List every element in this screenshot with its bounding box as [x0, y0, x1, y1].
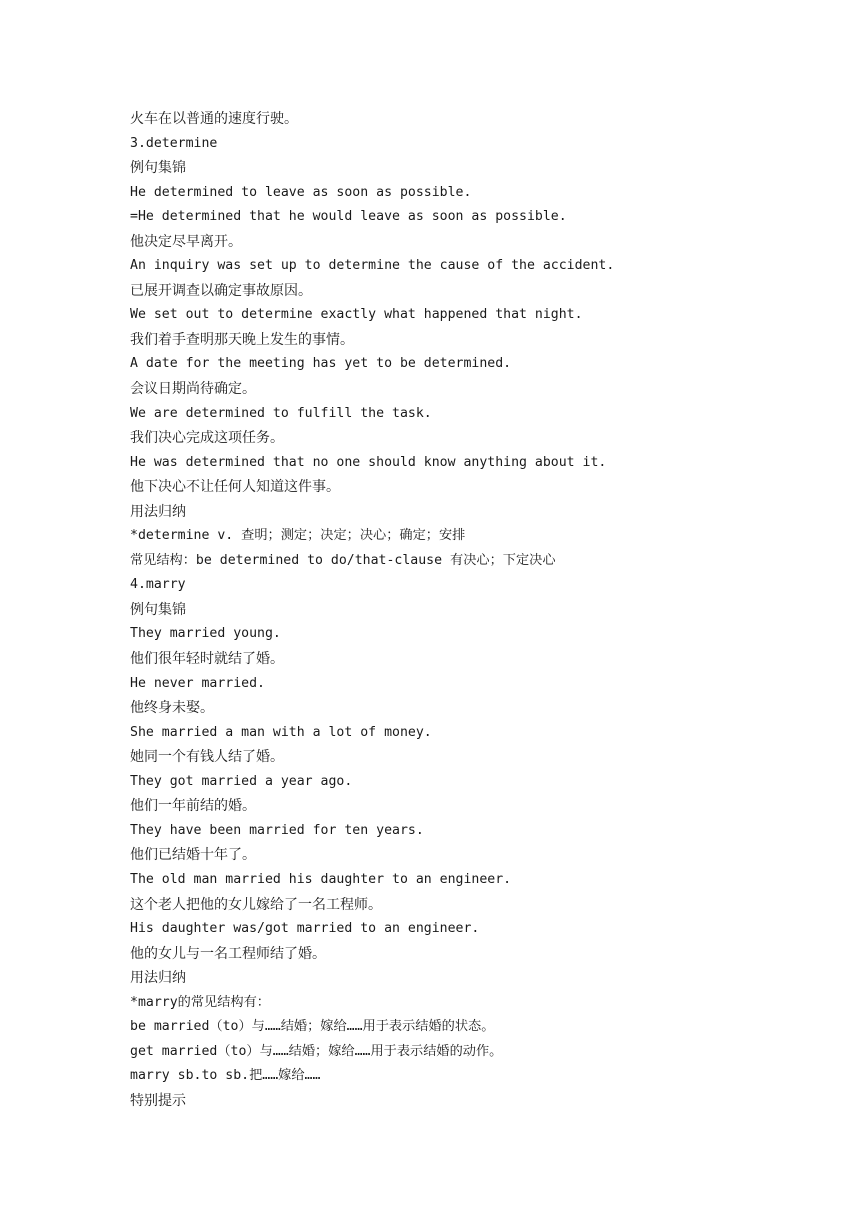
text-line: We set out to determine exactly what happened that night. [130, 307, 583, 323]
text-line: 特别提示 [130, 1092, 186, 1109]
text-line: A date for the meeting has yet to be determined. [130, 356, 512, 372]
text-line: 他的女儿与一名工程师结了婚。 [130, 945, 326, 962]
text-line: 他决定尽早离开。 [130, 233, 242, 250]
text-line: They got married a year ago. [130, 773, 353, 789]
text-line: 例句集锦 [130, 601, 186, 618]
text-line: 常见结构：be determined to do/that-clause 有决心；下定决心 [130, 552, 556, 568]
text-line: 例句集锦 [130, 160, 186, 177]
text-line: 4.marry [130, 577, 186, 593]
text-line: 3.determine [130, 135, 218, 151]
text-line: 用法归纳 [130, 503, 186, 520]
text-line: They married young. [130, 626, 281, 642]
text-line: *marry的常见结构有： [130, 994, 270, 1010]
text-line: He never married. [130, 675, 265, 691]
text-line: 我们决心完成这项任务。 [130, 430, 284, 447]
text-line: get married（to）与……结婚；嫁给……用于表示结婚的动作。 [130, 1043, 503, 1059]
text-line: We are determined to fulfill the task. [130, 405, 432, 421]
text-line: 已展开调查以确定事故原因。 [130, 282, 312, 299]
text-line: 他们很年轻时就结了婚。 [130, 651, 284, 668]
text-line: 火车在以普通的速度行驶。 [130, 111, 298, 127]
text-line: His daughter was/got married to an engineer. [130, 921, 480, 937]
text-line: 他们一年前结的婚。 [130, 798, 256, 815]
text-line: marry sb.to sb.把……嫁给…… [130, 1068, 321, 1084]
text-line: 他终身未娶。 [130, 700, 214, 717]
text-line: He determined to leave as soon as possible. [130, 184, 472, 200]
text-line: They have been married for ten years. [130, 822, 424, 838]
text-line: 他下决心不让任何人知道这件事。 [130, 479, 340, 496]
text-line: 这个老人把他的女儿嫁给了一名工程师。 [130, 896, 382, 913]
text-line: He was determined that no one should know anything about it. [130, 454, 607, 470]
text-line: 会议日期尚待确定。 [130, 381, 256, 398]
text-line: 他们已结婚十年了。 [130, 847, 256, 864]
text-line: =He determined that he would leave as soon as possible. [130, 209, 567, 225]
text-line: She married a man with a lot of money. [130, 724, 432, 740]
text-line: 我们着手查明那天晚上发生的事情。 [130, 331, 354, 348]
text-line: 用法归纳 [130, 970, 186, 987]
text-line: be married（to）与……结婚；嫁给……用于表示结婚的状态。 [130, 1019, 495, 1035]
document-body [130, 107, 614, 1113]
text-line: An inquiry was set up to determine the cause of the accident. [130, 258, 615, 274]
text-line: *determine v. 查明；测定；决定；决心；确定；安排 [130, 528, 466, 544]
text-line: 她同一个有钱人结了婚。 [130, 749, 284, 766]
text-line: The old man married his daughter to an engineer. [130, 871, 512, 887]
